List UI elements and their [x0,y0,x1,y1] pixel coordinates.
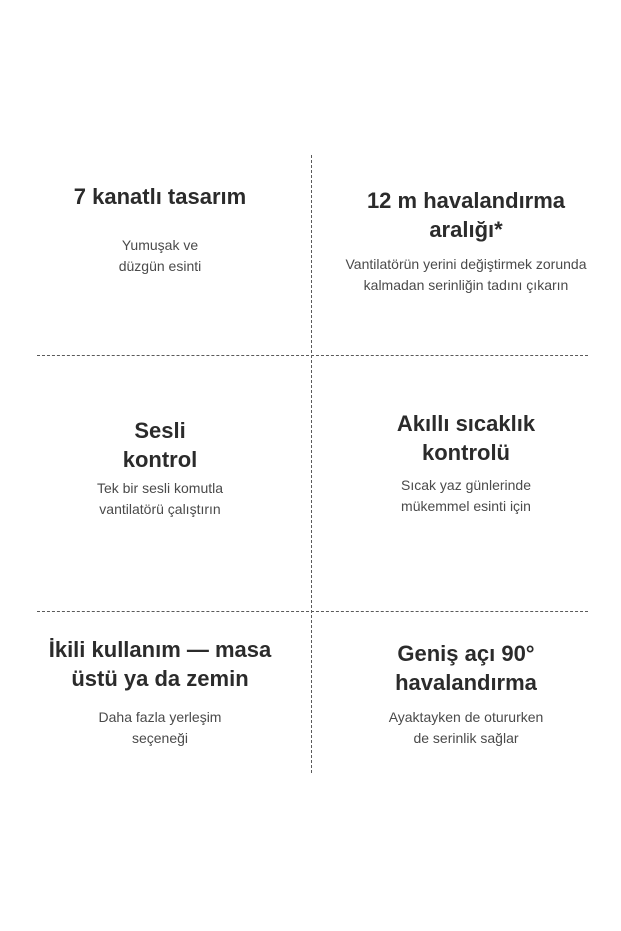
feature-description: Tek bir sesli komutla vantilatörü çalıştırın [96,480,224,517]
feature-description: Sıcak yaz günlerinde mükemmel esinti için [401,477,531,514]
feature-title: İkili kullanım — masa üstü ya da zemin [48,637,272,691]
vertical-divider [311,155,312,773]
feature-title: Sesli kontrol [122,418,198,472]
feature-title: 7 kanatlı tasarım [73,184,247,209]
feature-blade-design [20,182,300,277]
feature-voice-control [20,416,300,520]
feature-description: Ayaktayken de otururken de serinlik sağlar [388,709,544,746]
feature-title: Akıllı sıcaklık kontrolü [396,411,536,465]
feature-title: 12 m havalandırma aralığı* [366,188,566,242]
feature-wide-angle [316,639,616,749]
feature-dual-use [10,635,310,749]
horizontal-divider-top [37,355,588,356]
feature-description: Daha fazla yerleşim seçeneği [98,709,222,746]
feature-smart-temperature [316,409,616,517]
feature-title: Geniş açı 90° havalandırma [395,641,537,695]
feature-description: Vantilatörün yerini değiştirmek zorunda kalmadan serinliğin tadını çıkarın [345,256,587,293]
feature-ventilation-range [316,186,616,296]
feature-description: Yumuşak ve düzgün esinti [118,237,202,274]
horizontal-divider-bottom [37,611,588,612]
